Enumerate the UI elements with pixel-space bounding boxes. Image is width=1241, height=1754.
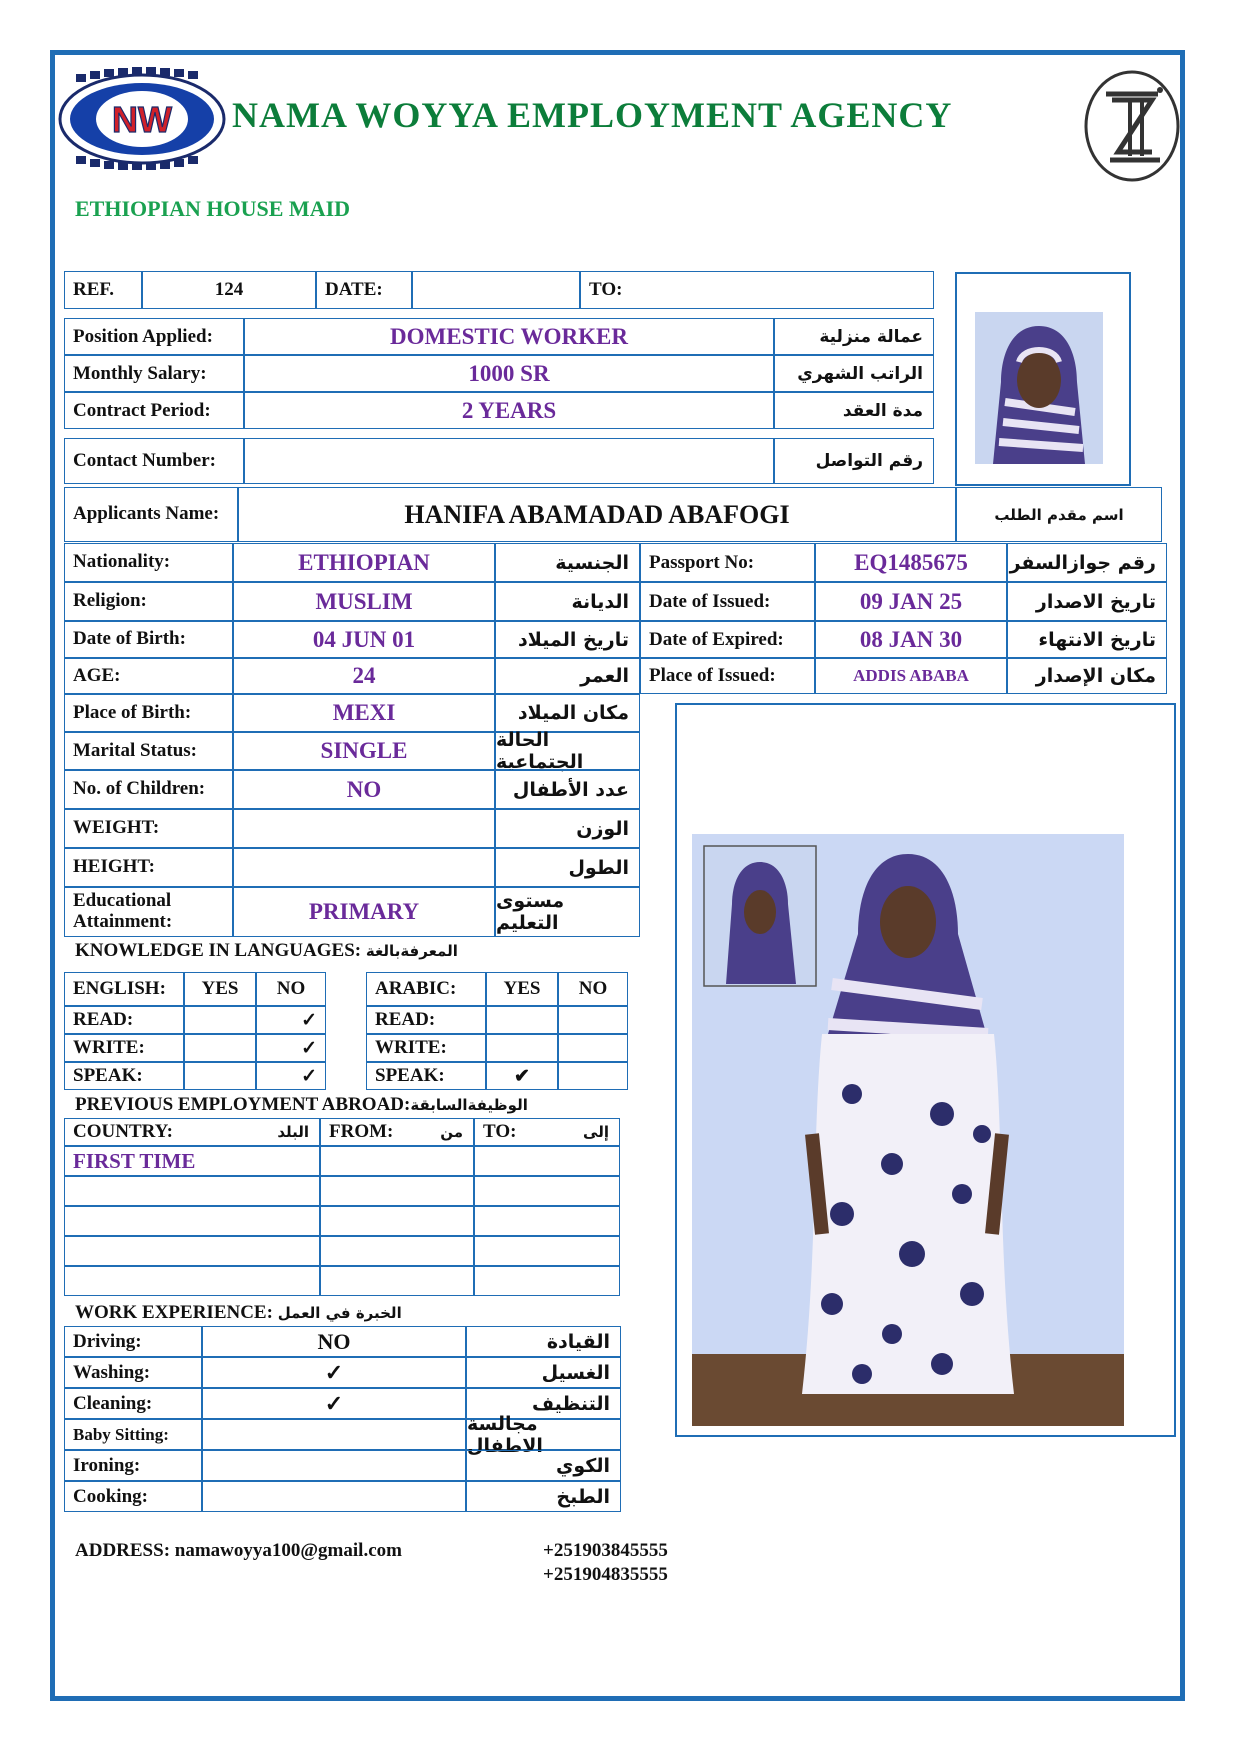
passport-label: Date of Expired: (640, 621, 815, 658)
agency-name: NAMA WOYYA EMPLOYMENT AGENCY (232, 95, 953, 135)
passport-value: 09 JAN 25 (815, 582, 1007, 621)
work-label: Cleaning: (64, 1388, 202, 1419)
passport-value: 08 JAN 30 (815, 621, 1007, 658)
work-value: ✓ (202, 1388, 466, 1419)
personal-ar: الجنسية (495, 543, 640, 582)
arabic-yes-checkbox[interactable]: ✔ (486, 1062, 558, 1090)
personal-value: MEXI (233, 694, 495, 732)
contact-field[interactable] (244, 438, 774, 484)
applicant-name-ar: اسم مقدم الطلب (956, 487, 1162, 542)
prev-country-label: COUNTRY: (73, 1121, 173, 1142)
work-experience-title: WORK EXPERIENCE: الخبرة في العمل (75, 1302, 402, 1323)
english-no-header: NO (256, 972, 326, 1006)
prev-to-label: TO: (483, 1121, 517, 1142)
languages-title: KNOWLEDGE IN LANGUAGES: المعرفةبالغة (75, 940, 458, 961)
passport-value: ADDIS ABABA (815, 658, 1007, 694)
arabic-yes-checkbox[interactable] (486, 1034, 558, 1062)
prev-to-ar: إلى (583, 1123, 609, 1141)
work-ar: مجالسة الاطفال (466, 1419, 621, 1450)
prev-cell (320, 1176, 474, 1206)
english-no-checkbox[interactable]: ✓ (256, 1062, 326, 1090)
salary-label: Monthly Salary: (64, 355, 244, 392)
passport-label: Place of Issued: (640, 658, 815, 694)
english-label: ENGLISH: (64, 972, 184, 1006)
arabic-yes-header: YES (486, 972, 558, 1006)
prev-cell (320, 1206, 474, 1236)
english-yes-checkbox[interactable] (184, 1006, 256, 1034)
to-field[interactable] (580, 271, 934, 309)
passport-ar: رقم جوازالسفر (1007, 543, 1167, 582)
passport-label: Date of Issued: (640, 582, 815, 621)
personal-value: 04 JUN 01 (233, 621, 495, 658)
personal-ar: مستوى التعليم (495, 887, 640, 937)
personal-label: HEIGHT: (64, 848, 233, 887)
nw-logo (58, 66, 226, 172)
prev-country-ar: البلد (277, 1123, 309, 1141)
work-value (202, 1419, 466, 1450)
ref-value: 124 (142, 271, 316, 309)
applicant-name-value: HANIFA ABAMADAD ABAFOGI (238, 487, 956, 542)
english-yes-checkbox[interactable] (184, 1034, 256, 1062)
work-ar: الغسيل (466, 1357, 621, 1388)
personal-ar: الوزن (495, 809, 640, 848)
work-value (202, 1450, 466, 1481)
salary-ar: الراتب الشهري (774, 355, 934, 392)
prev-cell (474, 1236, 620, 1266)
english-no-checkbox[interactable]: ✓ (256, 1034, 326, 1062)
work-label: Driving: (64, 1326, 202, 1357)
english-yes-checkbox[interactable] (184, 1062, 256, 1090)
arabic-skill-label: WRITE: (366, 1034, 486, 1062)
contact-ar: رقم التواصل (774, 438, 934, 484)
ref-label: REF. (64, 271, 142, 309)
english-no-checkbox[interactable]: ✓ (256, 1006, 326, 1034)
prev-cell (320, 1146, 474, 1176)
personal-label: Place of Birth: (64, 694, 233, 732)
personal-label: No. of Children: (64, 770, 233, 809)
position-value: DOMESTIC WORKER (244, 318, 774, 355)
logo-text: NW (112, 99, 172, 140)
arabic-label: ARABIC: (366, 972, 486, 1006)
address: ADDRESS: namawoyya100@gmail.com (75, 1540, 402, 1561)
work-ar: الكوي (466, 1450, 621, 1481)
prev-from-ar: من (440, 1123, 463, 1141)
position-label: Position Applied: (64, 318, 244, 355)
prev-cell (474, 1176, 620, 1206)
work-label: Ironing: (64, 1450, 202, 1481)
full-body-photo (692, 834, 1124, 1426)
prev-cell (64, 1236, 320, 1266)
arabic-skill-label: SPEAK: (366, 1062, 486, 1090)
personal-label: Marital Status: (64, 732, 233, 770)
work-value: NO (202, 1326, 466, 1357)
phone-1: +251903845555 (543, 1540, 668, 1561)
personal-value: 24 (233, 658, 495, 694)
previous-employment-title: PREVIOUS EMPLOYMENT ABROAD:الوظيفةالسابقة (75, 1094, 528, 1115)
applicant-name-label: Applicants Name: (64, 487, 238, 542)
date-field[interactable] (412, 271, 580, 309)
arabic-no-header: NO (558, 972, 628, 1006)
arabic-no-checkbox[interactable] (558, 1006, 628, 1034)
document-subtitle: ETHIOPIAN HOUSE MAID (75, 196, 351, 221)
personal-label: WEIGHT: (64, 809, 233, 848)
personal-value: ETHIOPIAN (233, 543, 495, 582)
work-value (202, 1481, 466, 1512)
position-ar: عمالة منزلية (774, 318, 934, 355)
arabic-no-checkbox[interactable] (558, 1062, 628, 1090)
phone-2: +251904835555 (543, 1564, 668, 1585)
personal-ar: مكان الميلاد (495, 694, 640, 732)
english-yes-header: YES (184, 972, 256, 1006)
prev-cell (320, 1266, 474, 1296)
personal-value: SINGLE (233, 732, 495, 770)
personal-label: AGE: (64, 658, 233, 694)
work-ar: الطبخ (466, 1481, 621, 1512)
personal-value (233, 809, 495, 848)
prev-from-label: FROM: (329, 1121, 394, 1142)
prev-cell: FIRST TIME (64, 1146, 320, 1176)
to-label: TO: (589, 279, 623, 300)
prev-cell (64, 1206, 320, 1236)
work-value: ✓ (202, 1357, 466, 1388)
personal-ar: الحالة الجتماعية (495, 732, 640, 770)
prev-cell (64, 1176, 320, 1206)
prev-to-header (474, 1118, 620, 1146)
english-skill-label: READ: (64, 1006, 184, 1034)
personal-ar: الطول (495, 848, 640, 887)
passport-ar: تاريخ الاصدار (1007, 582, 1167, 621)
contact-label: Contact Number: (64, 438, 244, 484)
personal-label: Religion: (64, 582, 233, 621)
prev-from-header (320, 1118, 474, 1146)
passport-ar: تاريخ الانتهاء (1007, 621, 1167, 658)
contract-ar: مدة العقد (774, 392, 934, 429)
emblem-icon (1082, 68, 1182, 184)
date-label: DATE: (316, 271, 412, 309)
personal-value: PRIMARY (233, 887, 495, 937)
personal-label: Date of Birth: (64, 621, 233, 658)
prev-cell (474, 1146, 620, 1176)
english-skill-label: WRITE: (64, 1034, 184, 1062)
passport-label: Passport No: (640, 543, 815, 582)
portrait-photo (975, 312, 1103, 464)
personal-ar: عدد الأطفال (495, 770, 640, 809)
personal-value (233, 848, 495, 887)
prev-country-header (64, 1118, 320, 1146)
personal-label: Educational Attainment: (64, 887, 233, 937)
personal-value: MUSLIM (233, 582, 495, 621)
passport-ar: مكان الإصدار (1007, 658, 1167, 694)
work-label: Baby Sitting: (64, 1419, 202, 1450)
passport-value: EQ1485675 (815, 543, 1007, 582)
work-label: Washing: (64, 1357, 202, 1388)
prev-cell (320, 1236, 474, 1266)
english-skill-label: SPEAK: (64, 1062, 184, 1090)
personal-label: Nationality: (64, 543, 233, 582)
personal-value: NO (233, 770, 495, 809)
contract-label: Contract Period: (64, 392, 244, 429)
arabic-yes-checkbox[interactable] (486, 1006, 558, 1034)
prev-cell (474, 1266, 620, 1296)
prev-cell (474, 1206, 620, 1236)
arabic-no-checkbox[interactable] (558, 1034, 628, 1062)
work-label: Cooking: (64, 1481, 202, 1512)
personal-ar: العمر (495, 658, 640, 694)
arabic-skill-label: READ: (366, 1006, 486, 1034)
personal-ar: تاريخ الميلاد (495, 621, 640, 658)
work-ar: القيادة (466, 1326, 621, 1357)
personal-ar: الديانة (495, 582, 640, 621)
contract-value: 2 YEARS (244, 392, 774, 429)
salary-value: 1000 SR (244, 355, 774, 392)
prev-cell (64, 1266, 320, 1296)
work-ar: التنظيف (466, 1388, 621, 1419)
